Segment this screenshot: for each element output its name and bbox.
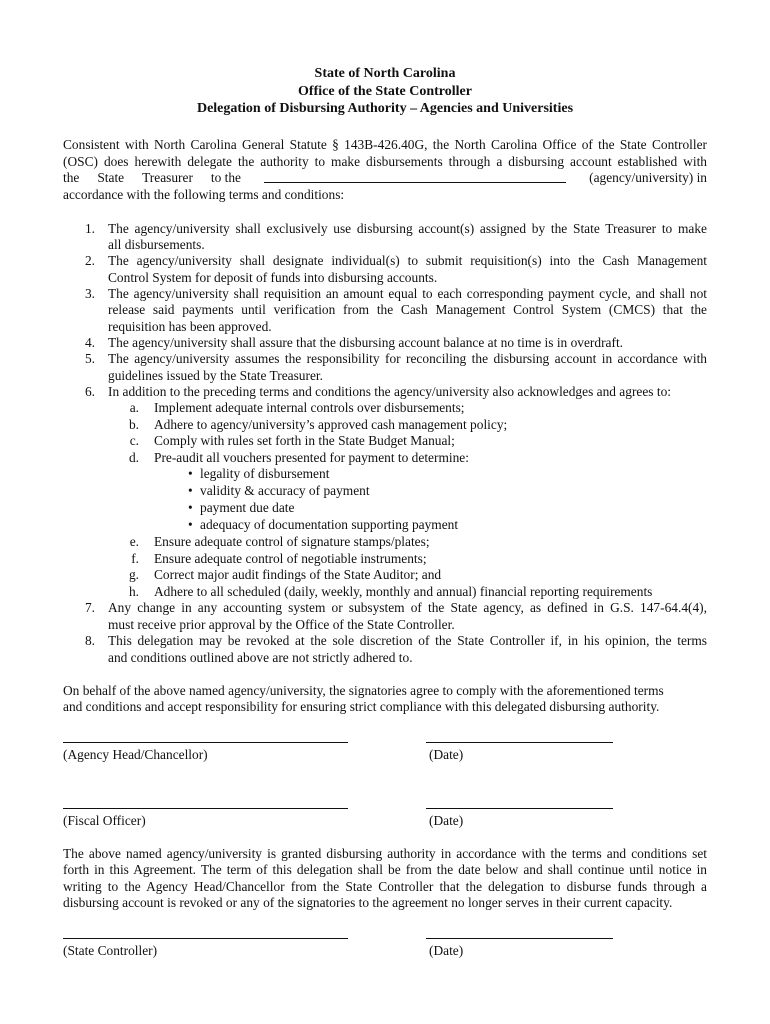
item-number: 1. [84,221,95,236]
item-number: 2. [84,253,95,268]
state-controller-signature-line[interactable] [63,938,348,939]
date-label: (Date) [429,943,464,958]
state-controller-date-line[interactable] [426,938,613,939]
intro-line: accordance with the following terms and conditions: [63,187,345,202]
subitem-text: Ensure adequate control of signature stamps/plates; [154,534,430,549]
item-number: 5. [84,351,95,366]
granted-line: The above named agency/university is granted disbursing authority in accordance with the terms and conditions set [63,846,707,861]
subitem-text: Implement adequate internal controls over disbursements; [154,400,465,415]
granted-line: forth in this Agreement. The term of this delegation shall be from the date below and shall continue until notice in [63,862,707,877]
item-text: requisition has been approved. [108,319,272,334]
intro-line [63,170,707,187]
doc-heading-office: Office of the State Controller [298,84,472,99]
item-number: 6. [84,384,95,399]
item-text: This delegation may be revoked at the sole discretion of the State Controller if, in his opinion, the terms [108,633,707,648]
fiscal-officer-signature-line[interactable] [63,808,348,809]
subitem-letter: c. [129,433,139,448]
date-label: (Date) [429,747,464,762]
subitem-text: Adhere to agency/university’s approved cash management policy; [154,417,508,432]
item-text: The agency/university shall exclusively use disbursing account(s) assigned by the State Treasurer to make [108,221,707,236]
bullet-icon: • [188,500,193,515]
granted-line: writing to the Agency Head/Chancellor from the State Controller that the delegation to disburse funds through a [63,879,707,894]
subitem-letter: b. [128,417,139,432]
item-text: The agency/university shall assure that the disbursing account balance at no time is in overdraft. [108,335,624,350]
behalf-line: and conditions and accept responsibility for ensuring strict compliance with this delegated disbursing authority. [63,699,660,714]
item-text: The agency/university assumes the responsibility for reconciling the disbursing account in accordance with [108,351,707,366]
behalf-line: On behalf of the above named agency/university, the signatories agree to comply with the aforementioned terms [63,683,664,698]
item-text: all disbursements. [108,237,205,252]
signature-label: (State Controller) [63,943,158,958]
intro-line: Consistent with North Carolina General Statute § 143B-426.40G, the North Carolina Office of the State Controller [63,137,707,152]
intro-line: (OSC) does herewith delegate the authority to make disbursements through a disbursing account established with [63,154,707,169]
subitem-text: Pre-audit all vouchers presented for payment to determine: [154,450,469,465]
item-number: 8. [84,633,95,648]
subitem-letter: d. [128,450,139,465]
item-number: 3. [84,286,95,301]
bullet-icon: • [188,517,193,532]
fiscal-officer-date-line[interactable] [426,808,613,809]
agency-name-field[interactable] [264,170,566,183]
subitem-letter: e. [129,534,139,549]
item-text: release said payments until verification from the Cash Management Control System (CMCS) that the [108,302,707,317]
item-text: The agency/university shall designate individual(s) to submit requisition(s) into the Cash Management [108,253,707,268]
granted-line: disbursing account is revoked or any of the signatories to the agreement no longer serves in their current capacity. [63,895,673,910]
item-text: guidelines issued by the State Treasurer. [108,368,323,383]
bullet-text: payment due date [200,500,295,515]
subitem-letter: a. [129,400,139,415]
bullet-text: legality of disbursement [200,466,330,481]
item-text: must receive prior approval by the Office of the State Controller. [108,617,455,632]
signature-label: (Agency Head/Chancellor) [63,747,208,762]
doc-heading-title: Delegation of Disbursing Authority – Agencies and Universities [196,101,574,116]
item-text: In addition to the preceding terms and conditions the agency/university also acknowledges and agrees to: [108,384,671,399]
doc-heading-state: State of North Carolina [314,66,456,81]
subitem-letter: f. [131,551,139,566]
bullet-text: adequacy of documentation supporting payment [200,517,459,532]
item-text: Control System for deposit of funds into disbursing accounts. [108,270,438,285]
item-number: 4. [84,335,95,350]
subitem-text: Correct major audit findings of the State Auditor; and [154,567,442,582]
agency-head-signature-line[interactable] [63,742,348,743]
item-text: Any change in any accounting system or subsystem of the State agency, as defined in G.S. 147-64.4(4), [108,600,707,615]
date-label: (Date) [429,813,464,828]
item-text: The agency/university shall requisition an amount equal to each corresponding payment cycle, and shall not [108,286,707,301]
subitem-letter: g. [128,567,139,582]
item-text: and conditions outlined above are not strictly adhered to. [108,650,413,665]
subitem-letter: h. [128,584,139,599]
bullet-icon: • [188,483,193,498]
agency-head-date-line[interactable] [426,742,613,743]
item-number: 7. [84,600,95,615]
intro-treasurer-text: the State Treasurer to the [63,170,241,185]
subitem-text: Ensure adequate control of negotiable instruments; [154,551,427,566]
bullet-icon: • [188,466,193,481]
signature-label: (Fiscal Officer) [63,813,146,828]
intro-agency-label: (agency/university) in [589,170,707,185]
subitem-text: Comply with rules set forth in the State Budget Manual; [154,433,455,448]
subitem-text: Adhere to all scheduled (daily, weekly, monthly and annual) financial reporting requirements [154,584,653,599]
bullet-text: validity & accuracy of payment [200,483,370,498]
